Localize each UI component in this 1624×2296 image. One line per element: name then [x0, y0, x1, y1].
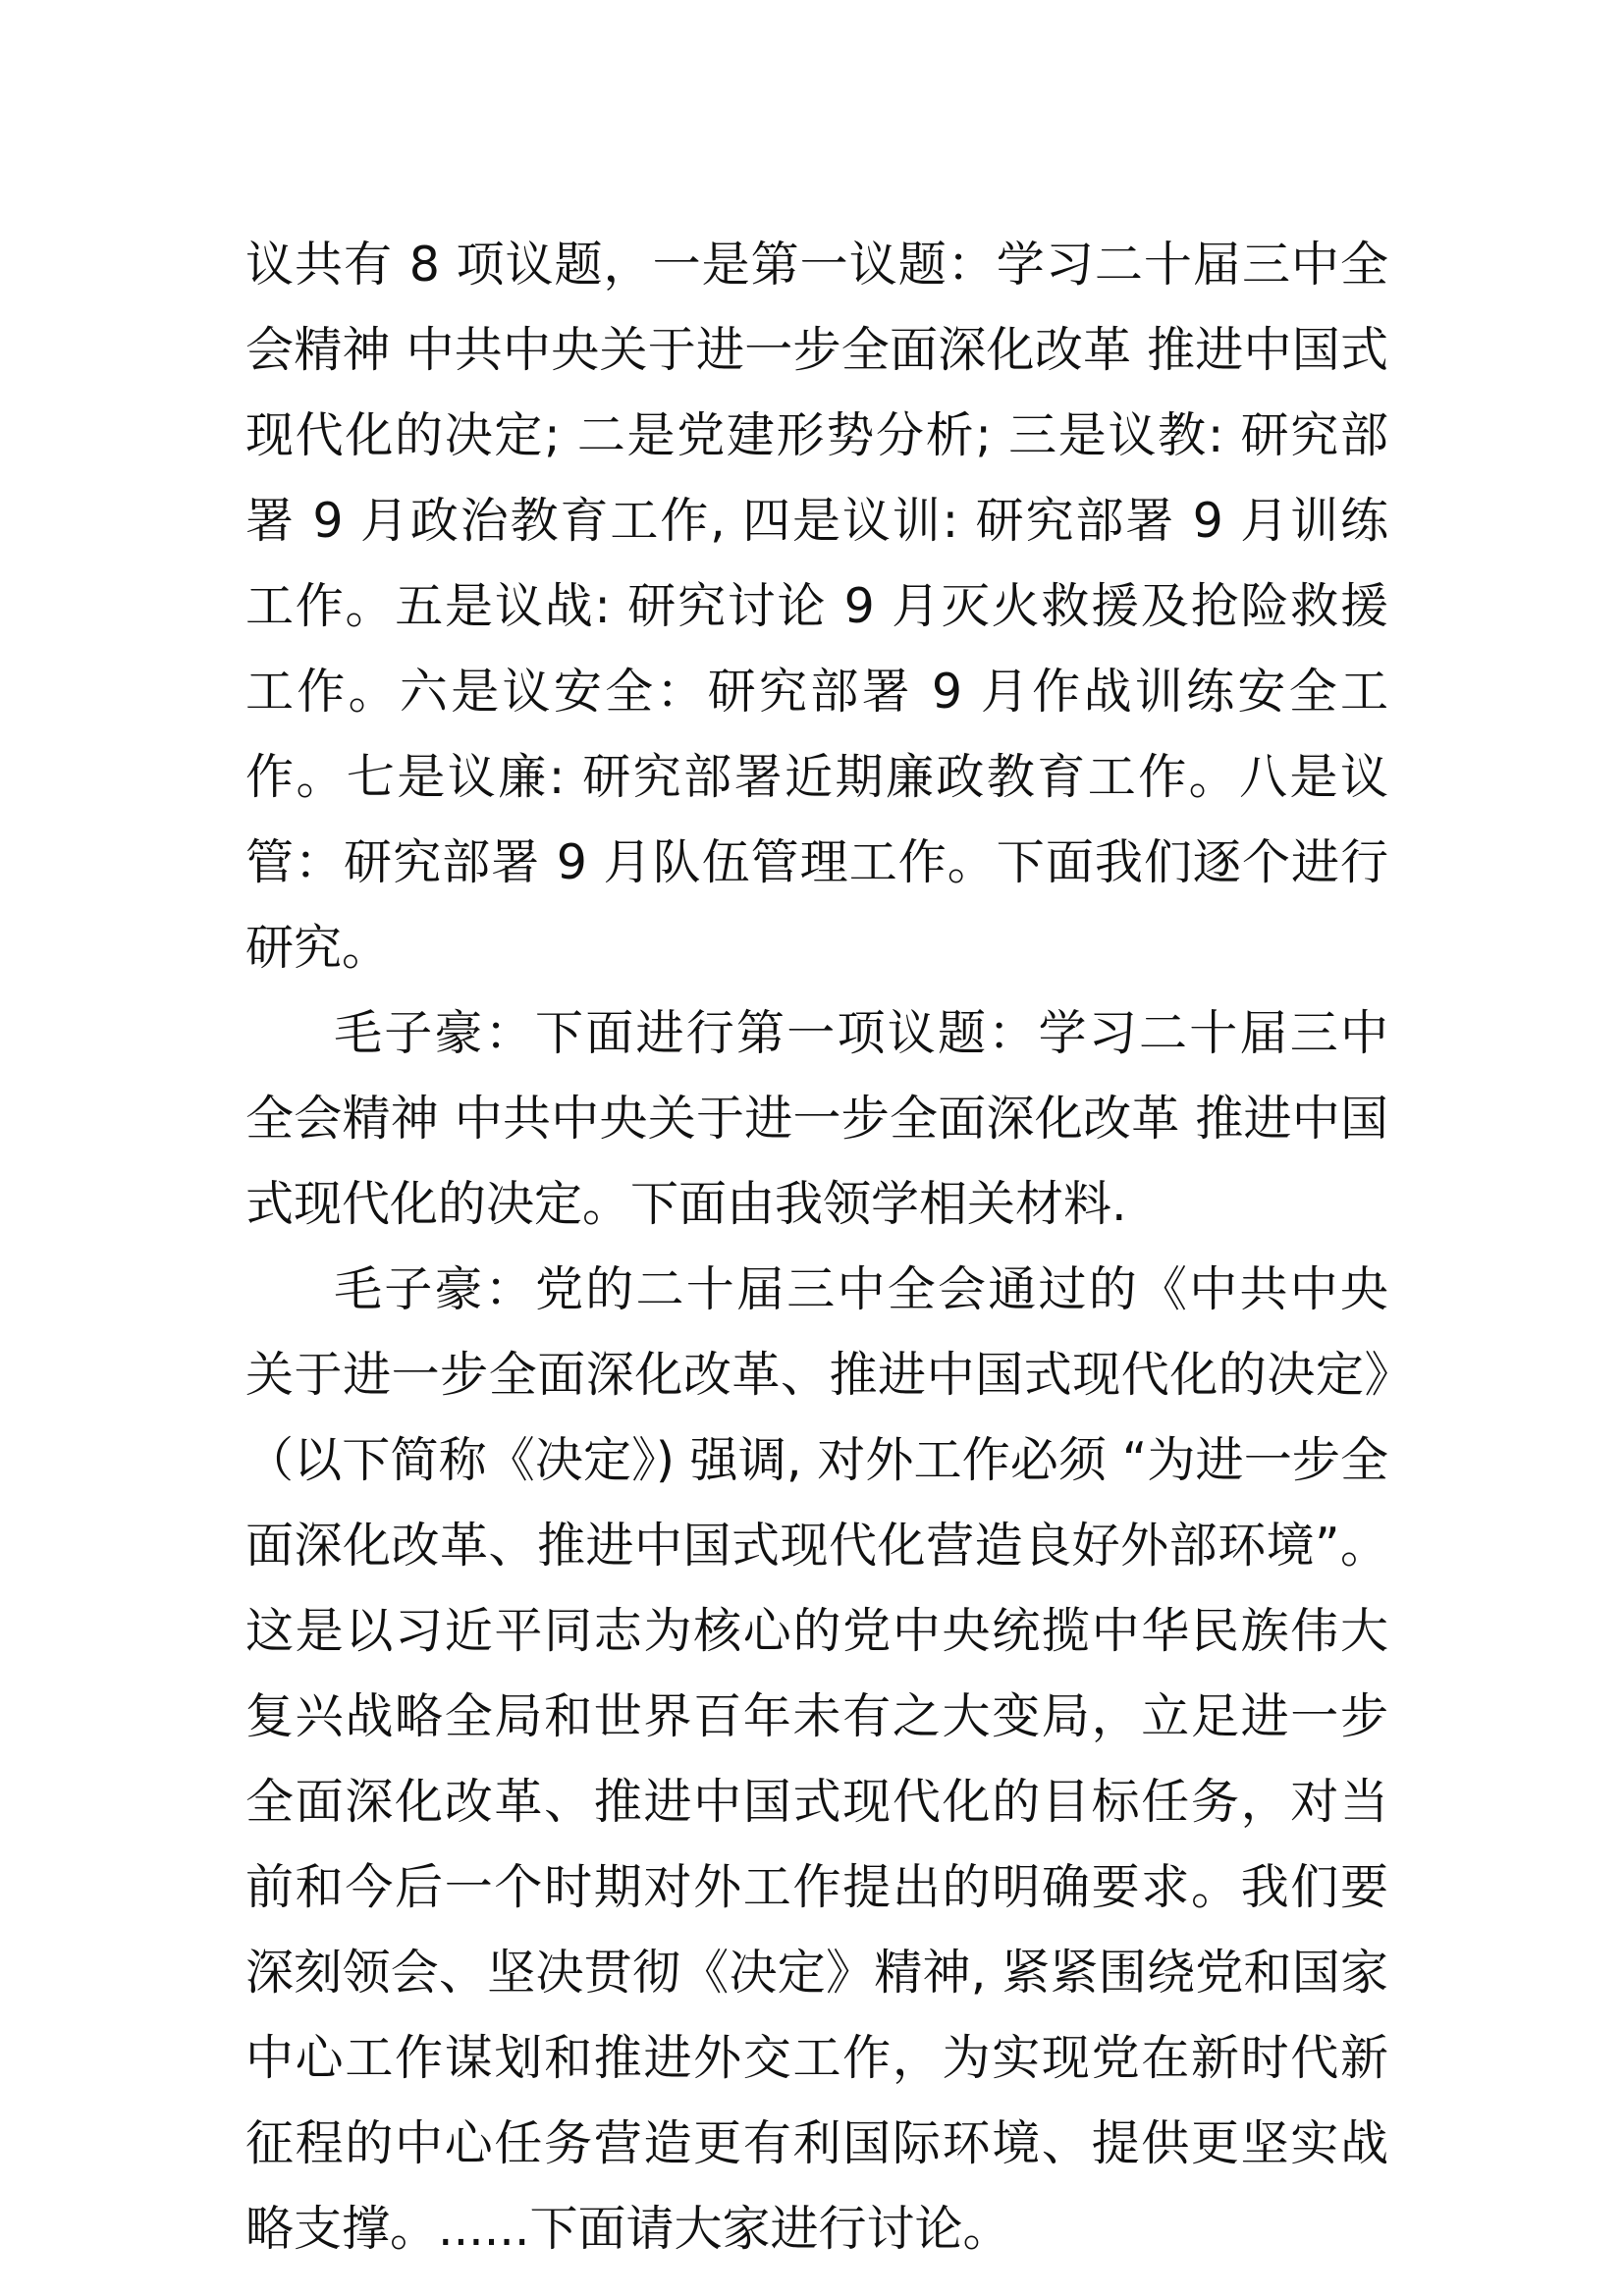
paragraph-agenda-list: 议共有 8 项议题，一是第一议题：学习二十届三中全会精神 中共中央关于进一步全面深化改革 推进中国式现代化的决定; 二是党建形势分析; 三是议教: 研究部署 9 月政治教育工作, 四是议训: 研究部署 9 月训练工作。五是议战: 研究讨论 9 月灭火救援及抢险救援工作。六是议安全：研究部署 9 月作战训练安全工作。七是议廉: 研究部署近期廉政教育工作。八是议管：研究部署 9 月队伍管理工作。下面我们逐个进行研究。 [245, 237, 1388, 976]
paragraph-first-agenda-item: 毛子豪：下面进行第一项议题：学习二十届三中全会精神 中共中央关于进一步全面深化改革 推进中国式现代化的决定。下面由我领学相关材料. [245, 1005, 1388, 1232]
document-body [245, 222, 1388, 2271]
paragraph-study-material: 毛子豪：党的二十届三中全会通过的《中共中央关于进一步全面深化改革、推进中国式现代化的决定》（以下简称《决定》) 强调, 对外工作必须 “为进一步全面深化改革、推进中国式现代化营造良好外部环境”。这是以习近平同志为核心的党中央统揽中华民族伟大复兴战略全局和世界百年未有之大变局，立足进一步全面深化改革、推进中国式现代化的目标任务，对当前和今后一个时期对外工作提出的明确要求。我们要深刻领会、坚决贯彻《决定》精神, 紧紧围绕党和国家中心工作谋划和推进外交工作，为实现党在新时代新征程的中心任务营造更有利国际环境、提供更坚实战略支撑。......下面请大家进行讨论。 [245, 1261, 1388, 2257]
